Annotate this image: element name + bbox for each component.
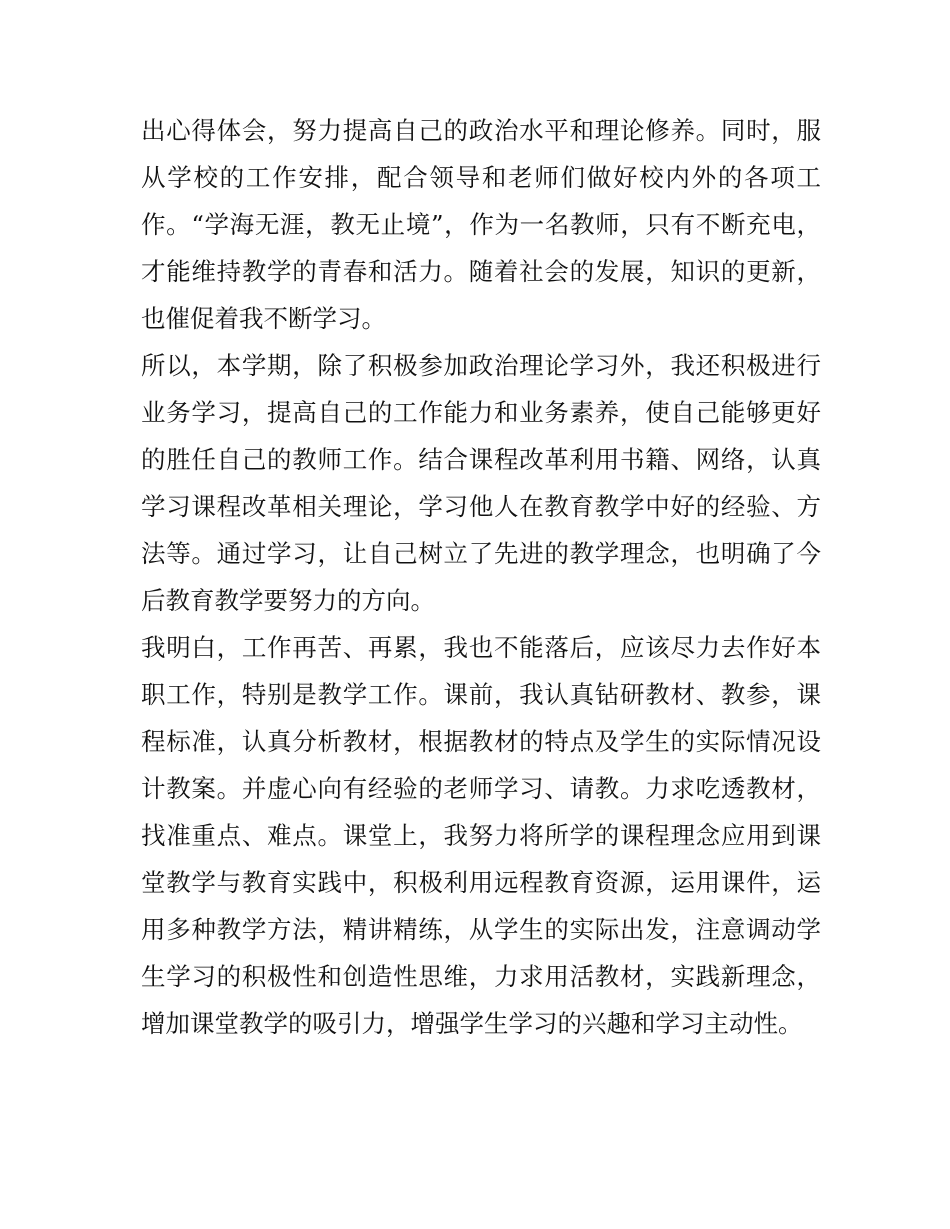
paragraph bbox=[141, 107, 821, 342]
document-body bbox=[141, 107, 821, 1047]
text-line: 堂教学与教育实践中，积极利用远程教育资源，运用课件，运 bbox=[141, 868, 821, 897]
text-line: 计教案。并虚心向有经验的老师学习、请教。力求吃透教材， bbox=[141, 774, 821, 803]
text-line: 法等。通过学习，让自己树立了先进的教学理念，也明确了今 bbox=[141, 539, 821, 568]
text-line: 程标准，认真分析教材，根据教材的特点及学生的实际情况设 bbox=[141, 727, 821, 756]
text-line: 的胜任自己的教师工作。结合课程改革利用书籍、网络，认真 bbox=[141, 445, 821, 474]
text-line: 增加课堂教学的吸引力，增强学生学习的兴趣和学习主动性。 bbox=[141, 1009, 803, 1038]
text-line: 职工作，特别是教学工作。课前，我认真钻研教材、教参，课 bbox=[141, 680, 821, 709]
text-line: 出心得体会，努力提高自己的政治水平和理论修养。同时，服 bbox=[141, 116, 821, 145]
text-line: 从学校的工作安排，配合领导和老师们做好校内外的各项工 bbox=[141, 163, 821, 192]
text-line: 作。“学海无涯，教无止境”，作为一名教师，只有不断充电， bbox=[141, 210, 821, 239]
paragraph bbox=[141, 342, 821, 624]
text-line: 生学习的积极性和创造性思维，力求用活教材，实践新理念， bbox=[141, 962, 821, 991]
text-line: 也催促着我不断学习。 bbox=[141, 304, 386, 333]
text-line: 才能维持教学的青春和活力。随着社会的发展，知识的更新， bbox=[141, 257, 821, 286]
text-line: 用多种教学方法，精讲精练，从学生的实际出发，注意调动学 bbox=[141, 915, 821, 944]
text-line: 业务学习，提高自己的工作能力和业务素养，使自己能够更好 bbox=[141, 398, 821, 427]
text-line: 我明白，工作再苦、再累，我也不能落后，应该尽力去作好本 bbox=[141, 633, 821, 662]
text-line: 所以，本学期，除了积极参加政治理论学习外，我还积极进行 bbox=[141, 351, 821, 380]
paragraph bbox=[141, 624, 821, 1047]
text-line: 学习课程改革相关理论，学习他人在教育教学中好的经验、方 bbox=[141, 492, 821, 521]
text-line: 找准重点、难点。课堂上，我努力将所学的课程理念应用到课 bbox=[141, 821, 821, 850]
text-line: 后教育教学要努力的方向。 bbox=[141, 586, 435, 615]
